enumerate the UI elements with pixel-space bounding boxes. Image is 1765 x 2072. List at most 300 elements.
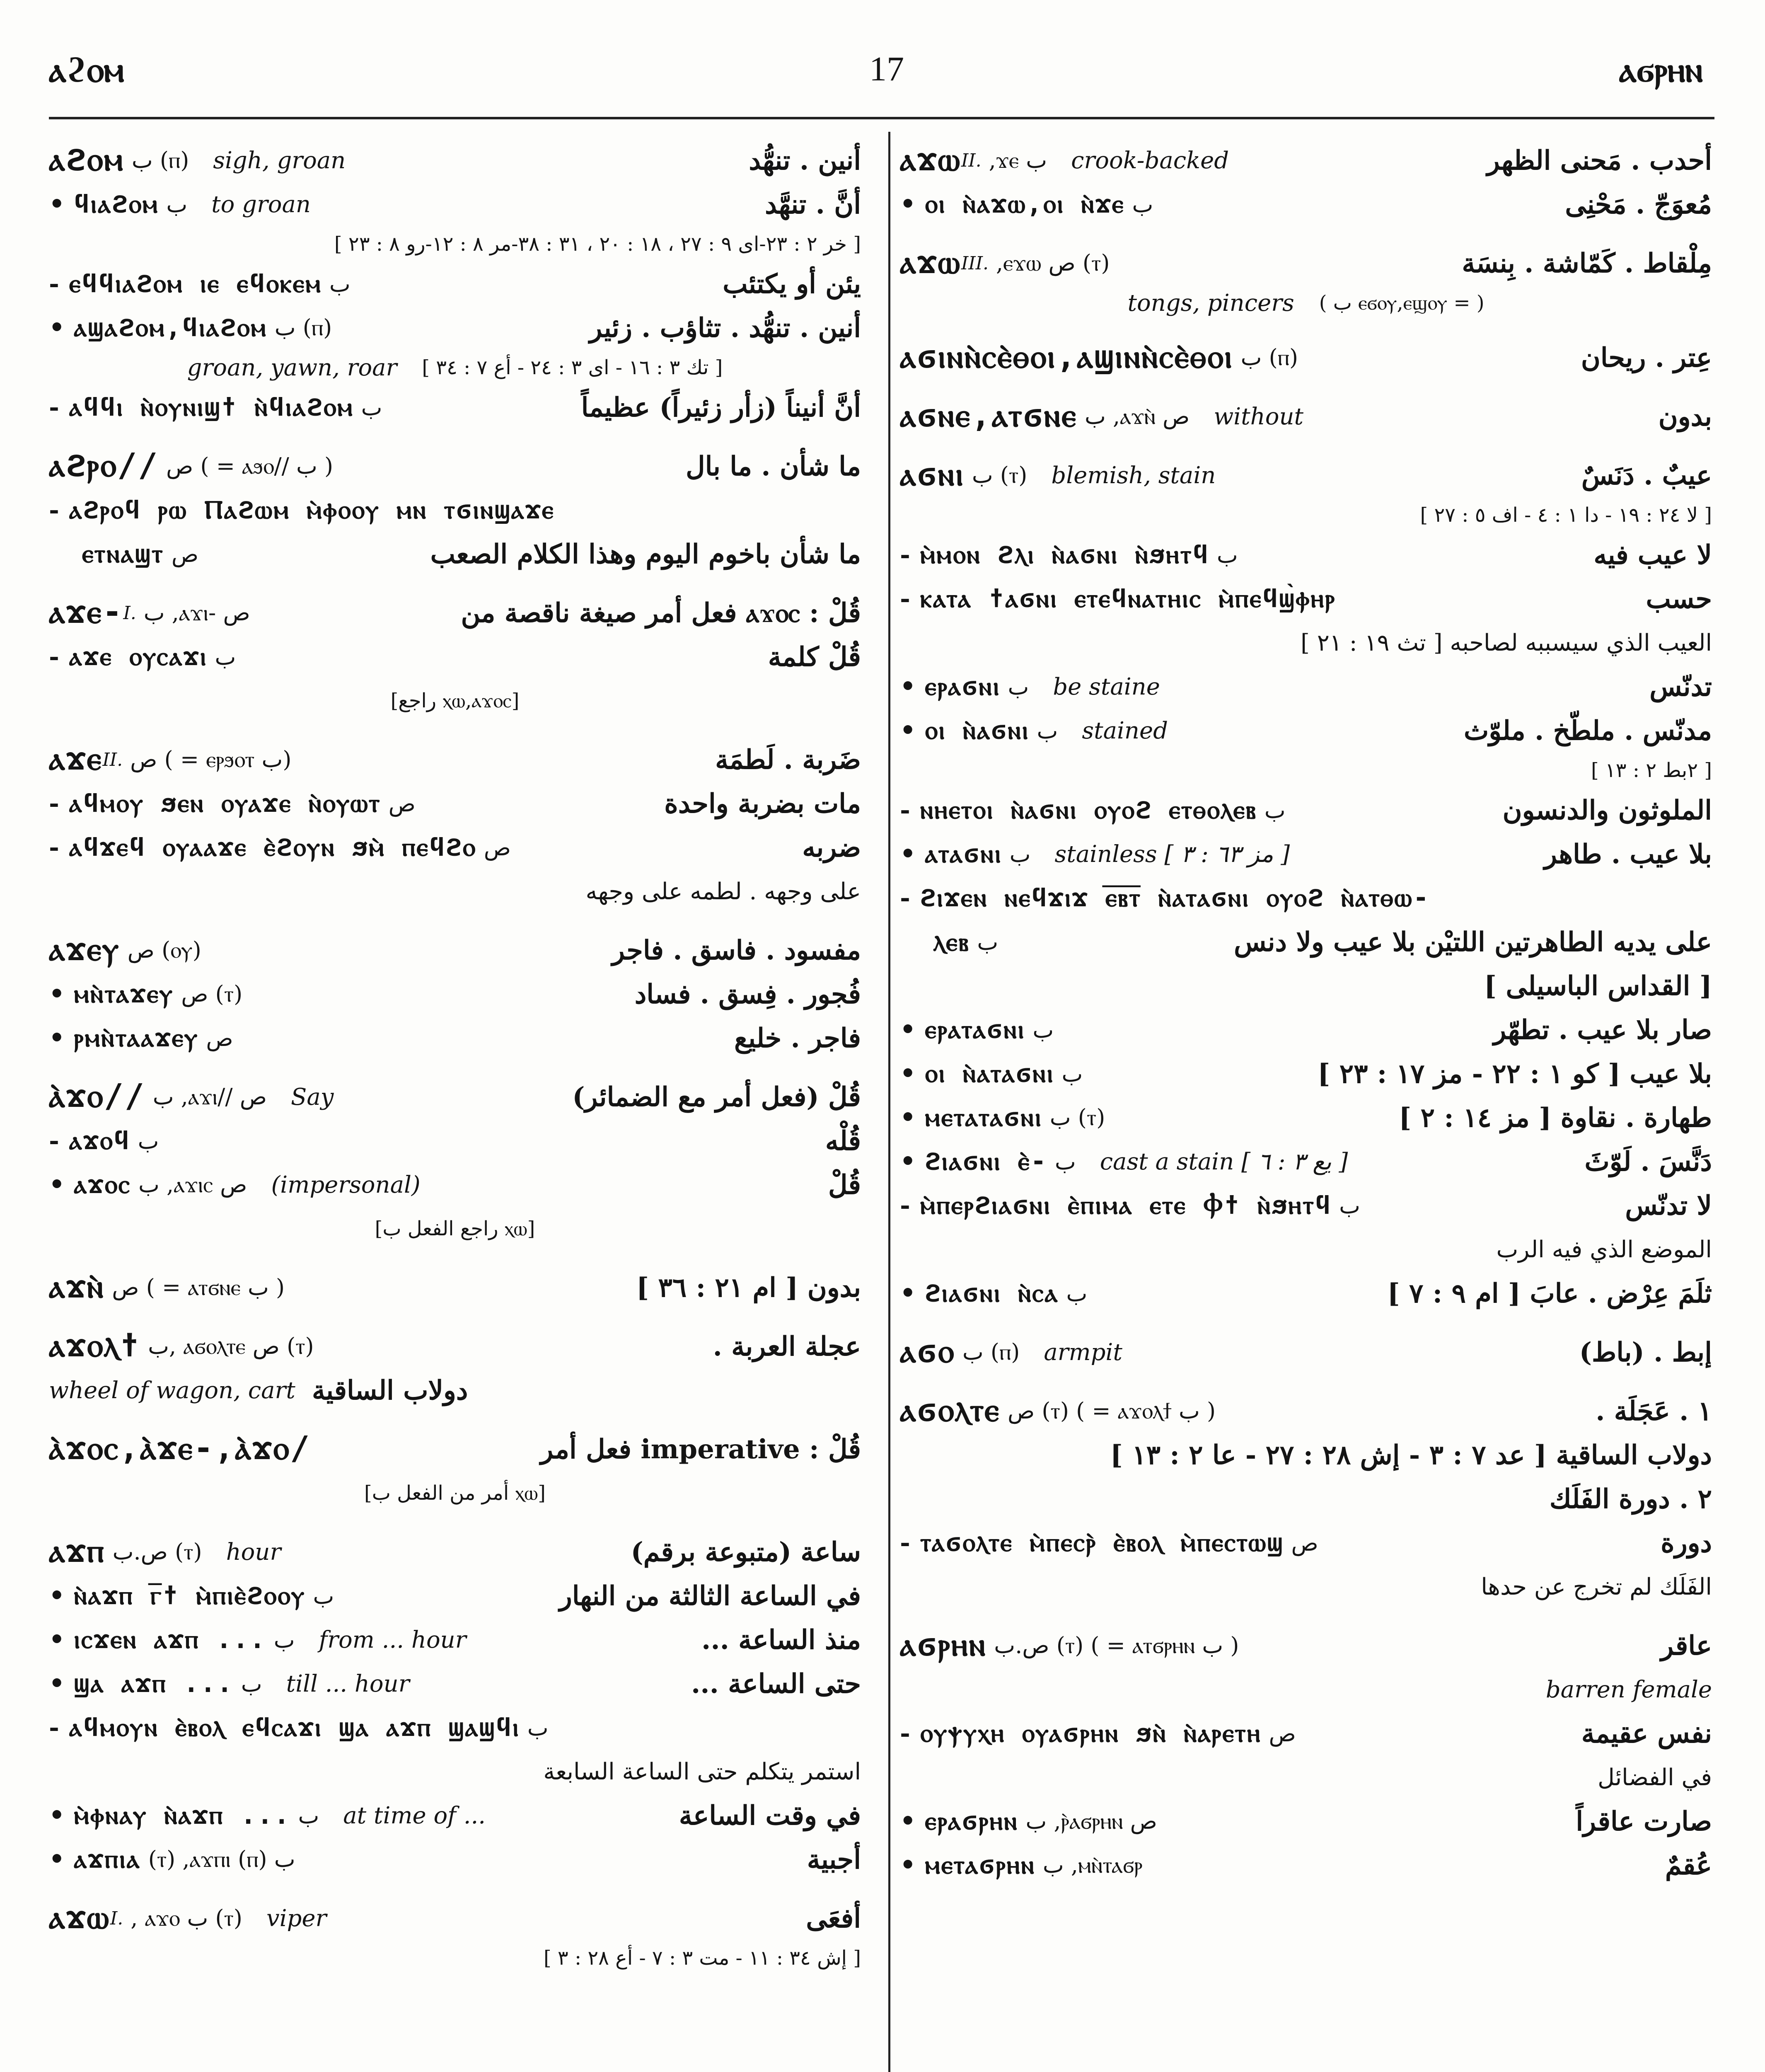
coptic-derivative: ⲁⲧⲁϭⲛⲓ <box>925 838 1002 869</box>
right-line <box>900 1755 1712 1799</box>
coptic-example: ⲁϥⲙⲟⲩ ϧⲉⲛ ⲟⲩⲁϫⲉ ⲛ̀ⲟⲩⲱⲧ <box>69 787 381 818</box>
entry-gap <box>49 429 861 444</box>
left-line <box>49 1794 861 1837</box>
coptic-derivative: ⲛ̀ⲁϫⲡ ⲅ̅ϯ ⲙ̀ⲡⲓⲉ̀ϩⲟⲟⲩ <box>74 1580 306 1610</box>
arabic-gloss: أنين . تنهُّد <box>749 145 861 176</box>
bullet-marker: • <box>49 1669 65 1698</box>
left-line <box>49 869 861 913</box>
arabic-gloss: على يديه الطاهرتين اللتيْن بلا عيب ولا دنس <box>1234 926 1712 958</box>
right-line <box>900 1843 1712 1887</box>
right-line <box>900 1799 1712 1843</box>
right-line <box>900 1008 1712 1052</box>
english-gloss: to groan <box>211 191 311 218</box>
grammar-tag: ب, ⲁϭⲟⲗⲧⲉ ص (ⲧ) <box>148 1333 314 1359</box>
left-line <box>49 1574 861 1618</box>
reference: [ تك ٣ : ١٦ - اى ٣ : ٢٤ - أع ٧ : ٣٤ ] <box>422 356 723 379</box>
entry-gap <box>900 321 1712 336</box>
bullet-marker: • <box>900 1059 916 1088</box>
coptic-derivative: ⲙ̀ⲫⲛⲁⲩ ⲛ̀ⲁϫⲡ ... <box>74 1799 291 1830</box>
left-line <box>49 1163 861 1207</box>
bullet-marker: • <box>900 1015 916 1044</box>
dash-marker: - <box>49 393 59 422</box>
entry-gap <box>49 913 861 928</box>
scripture-reference: [ إش ٣٤ : ١١ - مت ٣ : ٧ - أع ٢٨ : ٣ ] <box>543 1946 861 1970</box>
arabic-continuation: الموضع الذي فيه الرب <box>1496 1236 1712 1263</box>
coptic-derivative: ϩⲓⲁϭⲛⲓ ⲛ̀ⲥⲁ <box>925 1277 1059 1308</box>
grammar-tag: ب <box>1216 542 1238 568</box>
english-gloss: crook-backed <box>1071 147 1229 174</box>
dash-marker: - <box>49 1126 59 1155</box>
arabic-gloss: قُلْ (فعل أمر مع الضمائر) <box>572 1081 861 1113</box>
homograph-number: II. <box>961 150 982 171</box>
bullet-marker: • <box>49 190 65 219</box>
coptic-example: ⲧⲁϭⲟⲗⲧⲉ ⲙ̀ⲡⲉⲥⲣ̀ ⲉ̀ⲃⲟⲗ ⲙ̀ⲡⲉⲥⲧⲱϣ <box>920 1527 1284 1557</box>
grammar-tag: ص.ب (ⲧ) ( = ⲁⲧϭⲣⲏⲛ ب ) <box>994 1632 1239 1658</box>
entry-gap <box>900 226 1712 241</box>
grammar-tag: ب <box>215 644 236 670</box>
right-line <box>900 1624 1712 1668</box>
arabic-gloss: ضربه <box>802 832 861 863</box>
coptic-headword: ⲁϫⲛ̀ <box>49 1268 105 1305</box>
arabic-gloss: عجلة العربة . <box>713 1331 861 1362</box>
coptic-headword: ⲁϩⲣⲟ// <box>49 446 159 484</box>
arabic-gloss: منذ الساعة ... <box>701 1624 861 1656</box>
coptic-derivative: ⲙⲛ̀ⲧⲁϫⲉⲩ <box>74 978 174 1009</box>
left-line <box>49 738 861 782</box>
left-line <box>49 488 861 532</box>
cross-reference: [ⲭⲱ,ⲁϫⲟⲥ راجع] <box>390 689 520 712</box>
dash-marker: - <box>900 584 910 613</box>
arabic-gloss: في الساعة الثالثة من النهار <box>559 1580 861 1612</box>
coptic-derivative: ⲉⲣⲁⲧⲁϭⲛⲓ <box>925 1014 1025 1044</box>
grammar-tag: ص ( = ⲉⲣϧⲟⲧ ب) <box>130 746 292 772</box>
reference: ( = ⲉϭⲟⲩ,ⲉϣⲟⲩ ب ) <box>1319 291 1485 315</box>
right-line <box>900 1521 1712 1565</box>
coptic-derivative: ⲉⲣⲁϭⲣⲏⲛ <box>925 1805 1018 1836</box>
entry-gap <box>49 1251 861 1266</box>
coptic-derivative: ⲣⲙⲛ̀ⲧⲁⲁϫⲉⲩ <box>74 1022 199 1053</box>
cross-reference: [ⲭⲱ راجع الفعل ب] <box>375 1217 535 1240</box>
dash-marker: - <box>900 884 910 913</box>
dash-marker: - <box>49 269 59 298</box>
bullet-marker: • <box>49 1845 65 1874</box>
coptic-headword: ⲁϭⲟ <box>900 1332 955 1370</box>
left-line <box>49 591 861 635</box>
arabic-gloss: قُلْ : ⲁϫⲟⲥ فعل أمر صيغة ناقصة من <box>461 597 861 629</box>
coptic-derivative: ϥⲓⲁϩⲟⲙ <box>74 188 159 219</box>
coptic-example: ⲉϥϥⲓⲁϩⲟⲙ ⲓⲉ ⲉϥⲟⲕⲉⲙ <box>69 268 322 298</box>
arabic-gloss: صارت عاقراً <box>1576 1806 1712 1837</box>
dash-marker: - <box>49 642 59 671</box>
coptic-headword: ⲁ̀ϫⲟ// <box>49 1077 145 1115</box>
coptic-example: ⲛⲏⲉⲧⲟⲓ ⲛ̀ⲁϭⲛⲓ ⲟⲩⲟϩ ⲉⲧⲑⲟⲗⲉⲃ <box>920 794 1257 825</box>
entry-gap <box>900 438 1712 453</box>
scripture-reference: [ لا ٢٤ : ١٩ - دا ١ : ٤ - اف ٥ : ٢٧ ] <box>1420 503 1712 527</box>
coptic-example: ⲁϥϥⲓ ⲛ̀ⲟⲩⲛⲓϣϯ ⲛ̀ϥⲓⲁϩⲟⲙ <box>69 391 354 422</box>
grammar-tag: ب ,ⲁϫⲓⲥ ص <box>138 1172 247 1198</box>
dash-marker: - <box>900 796 910 825</box>
dash-marker: - <box>49 833 59 862</box>
arabic-line: دولاب الساقية [ عد ٧ : ٣ - إش ٢٨ : ٢٧ - عا ٢ : ١٣ ] <box>1110 1439 1712 1471</box>
arabic-gloss: دولاب الساقية <box>312 1375 468 1406</box>
grammar-tag: ب (ⲡ) <box>131 147 189 173</box>
right-line <box>900 876 1712 920</box>
arabic-gloss: قُلْ : imperative فعل أمر <box>540 1433 861 1465</box>
left-line <box>49 1530 861 1574</box>
right-line <box>900 577 1712 621</box>
left-line <box>49 825 861 869</box>
left-line <box>49 1368 861 1412</box>
left-line <box>49 350 861 385</box>
english-gloss: groan, yawn, roar <box>187 354 397 381</box>
english-gloss: tongs, pincers <box>1127 289 1294 317</box>
bullet-marker: • <box>900 840 916 869</box>
left-line <box>49 782 861 825</box>
bullet-marker: • <box>900 1807 916 1836</box>
arabic-gloss: أنَّ . تنهَّد <box>765 189 861 220</box>
right-line <box>900 753 1712 788</box>
entry-gap <box>49 1881 861 1896</box>
right-column <box>900 138 1712 1887</box>
right-line <box>900 1184 1712 1227</box>
left-line <box>49 1266 861 1310</box>
dash-marker: - <box>900 1191 910 1220</box>
left-line <box>49 1662 861 1706</box>
grammar-tag: ص.ب (ⲧ) <box>112 1539 202 1565</box>
arabic-gloss: ١ . عَجَلَة . <box>1596 1395 1712 1427</box>
arabic-gloss: عُقمٌ <box>1665 1849 1712 1881</box>
arabic-gloss: ساعة (متبوعة برقم) <box>631 1536 861 1568</box>
arabic-gloss: الملوثون والدنسون <box>1502 794 1712 826</box>
coptic-example: ⲁϥⲙⲟⲩⲛ ⲉ̀ⲃⲟⲗ ⲉϥⲥⲁϫⲓ ϣⲁ ⲁϫⲡ ϣⲁϣϥⲓ <box>69 1711 520 1742</box>
right-line <box>900 1330 1712 1374</box>
bullet-marker: • <box>49 1801 65 1830</box>
arabic-gloss: أنين . تنهُّد . تثاؤب . زئير <box>589 312 861 344</box>
arabic-gloss: مفسود . فاسق . فاجر <box>612 934 861 966</box>
left-line <box>49 928 861 972</box>
grammar-tag: ب ,ⲁϫⲓ- ص <box>143 600 250 626</box>
right-line <box>900 1433 1712 1477</box>
right-line <box>900 182 1712 226</box>
coptic-derivative: ⲟⲓ ⲛ̀ⲁⲧⲁϭⲛⲓ <box>925 1058 1054 1088</box>
arabic-gloss: فُجور . فِسق . فساد <box>634 978 861 1010</box>
arabic-gloss: إبط . (باط) <box>1579 1336 1712 1368</box>
arabic-gloss: قُلْه <box>825 1125 861 1157</box>
arabic-continuation: العيب الذي سيسببه لصاحبه [ تث ١٩ : ٢١ ] <box>1301 629 1712 656</box>
arabic-gloss: مات بضربة واحدة <box>664 788 861 819</box>
coptic-headword: ⲁϫⲱ <box>900 243 961 281</box>
coptic-derivative: ⲓⲥϫⲉⲛ ⲁϫⲡ ... <box>74 1624 266 1654</box>
grammar-tag: , ⲁϫⲟ ب (ⲧ) <box>131 1905 242 1931</box>
left-line <box>49 138 861 182</box>
arabic-gloss: دَنَّسَ . لَوّثَ <box>1584 1146 1712 1177</box>
grammar-tag: ب <box>166 191 188 218</box>
left-line <box>49 1207 861 1251</box>
arabic-gloss: بلا عيب [ كو ١ : ٢٢ - مز ١٧ : ٢٣ ] <box>1318 1058 1712 1089</box>
arabic-line: [ القداس الباسيلى ] <box>1484 970 1712 1002</box>
grammar-tag: ب ,ⲁϫⲛ̀ ص <box>1084 403 1190 429</box>
arabic-gloss: بدون <box>1658 401 1712 432</box>
entry-gap <box>49 1515 861 1530</box>
right-line <box>900 788 1712 832</box>
left-line <box>49 1427 861 1471</box>
grammar-tag: ب <box>1008 673 1029 700</box>
grammar-tag: ص <box>1269 1720 1296 1747</box>
arabic-gloss: ما شأن باخوم اليوم وهذا الكلام الصعب <box>430 538 861 570</box>
grammar-tag: ص <box>171 541 199 567</box>
left-line <box>49 262 861 306</box>
grammar-tag: ب <box>241 1670 262 1697</box>
left-line <box>49 532 861 576</box>
dash-marker: - <box>49 789 59 818</box>
left-line <box>49 635 861 679</box>
grammar-tag: ب <box>313 1583 334 1609</box>
english-gloss: stained <box>1082 717 1168 744</box>
grammar-tag: ,ⲉϫⲱ ص (ⲧ) <box>996 250 1110 276</box>
entry-gap <box>900 1315 1712 1330</box>
bullet-marker: • <box>900 190 916 219</box>
left-line <box>49 1940 861 1976</box>
coptic-continuation: ⲉⲧⲛⲁϣⲧ <box>82 538 164 569</box>
bullet-marker: • <box>900 1147 916 1176</box>
right-line <box>900 621 1712 665</box>
grammar-tag: ب <box>1264 797 1286 823</box>
coptic-headword: ⲁϫⲉⲩ <box>49 930 120 968</box>
bullet-marker: • <box>49 1024 65 1053</box>
arabic-gloss: فاجر . خليع <box>734 1022 861 1054</box>
grammar-tag: ب <box>527 1714 549 1741</box>
coptic-headword: ⲁϭⲛⲓ <box>900 455 965 493</box>
entry-gap <box>900 380 1712 395</box>
coptic-headword: ⲁϫⲡ <box>49 1532 105 1570</box>
arabic-gloss: عيبٌ . دَنَسٌ <box>1581 460 1712 491</box>
right-line <box>900 665 1712 709</box>
left-line <box>49 1750 861 1794</box>
right-line <box>900 395 1712 438</box>
coptic-example: ⲁϩⲣⲟϥ ⲣⲱ Ⲡⲁϩⲱⲙ ⲙ̀ⲫⲟⲟⲩ ⲙⲛ ⲧϭⲓⲛϣⲁϫⲉ <box>69 494 555 525</box>
entry-gap <box>900 1609 1712 1624</box>
grammar-tag: ب ,ⲣ̀ⲁϭⲣⲏⲛ ص <box>1025 1808 1157 1834</box>
coptic-example: ⲙ̀ⲙⲟⲛ ϩⲗⲓ ⲛ̀ⲁϭⲛⲓ ⲛ̀ϧⲏⲧϥ <box>920 539 1209 569</box>
arabic-gloss: ضَربة . لَطمَة <box>715 744 861 775</box>
coptic-continuation: ⲗⲉⲃ <box>933 927 970 957</box>
left-line <box>49 1075 861 1119</box>
dash-marker: - <box>900 540 910 569</box>
grammar-tag: ص ( = ⲁⲧϭⲛⲉ ب ) <box>112 1274 285 1300</box>
right-line <box>900 285 1712 321</box>
grammar-tag: ب ,ⲙⲛ̀ⲧⲁϭⲣ <box>1042 1852 1143 1878</box>
arabic-gloss: صار بلا عيب . تطهّر <box>1493 1014 1712 1046</box>
arabic-continuation: على وجهه . لطمه على وجهه <box>585 878 861 905</box>
bullet-marker: • <box>900 1279 916 1308</box>
scripture-reference: [ ٢بط ٢ : ١٣ ] <box>1591 759 1712 782</box>
coptic-headword: ⲁϫⲱ <box>900 140 961 178</box>
column-divider <box>888 132 890 2072</box>
grammar-tag: ب <box>1061 1060 1083 1087</box>
right-line <box>900 1227 1712 1271</box>
right-line <box>900 920 1712 964</box>
grammar-tag: ب <box>329 271 351 297</box>
left-line <box>49 1119 861 1163</box>
grammar-tag: ب <box>1009 841 1031 867</box>
english-gloss: cast a stain [ يع ٣ : ٦ ] <box>1100 1148 1348 1175</box>
arabic-gloss: تدنّس <box>1649 671 1712 702</box>
grammar-tag: ص <box>206 1025 233 1051</box>
right-line <box>900 533 1712 577</box>
coptic-derivative: ϩⲓⲁϭⲛⲓ ⲉ̀- <box>925 1145 1047 1176</box>
left-line <box>49 1471 861 1515</box>
coptic-derivative: ⲉⲣⲁϭⲛⲓ <box>925 670 1001 701</box>
coptic-headword: ⲁϩⲟⲙ <box>49 140 124 178</box>
right-line <box>900 1668 1712 1711</box>
coptic-derivative: ⲙⲉⲧⲁⲧⲁϭⲛⲓ <box>925 1101 1042 1132</box>
bullet-marker: • <box>49 1581 65 1610</box>
homograph-number: II. <box>102 749 123 770</box>
grammar-tag: ب (ⲡ) <box>274 315 332 341</box>
grammar-tag: ب ,ⲁϫⲓ// ص <box>152 1084 267 1110</box>
coptic-derivative: ⲟⲓ ⲛ̀ⲁϭⲛⲓ <box>925 714 1030 745</box>
grammar-tag: ب <box>1339 1192 1360 1219</box>
arabic-gloss: لا تدنّس <box>1625 1190 1712 1221</box>
homograph-number: I. <box>110 1907 123 1929</box>
grammar-tag: ب (ⲧ) <box>1049 1104 1105 1130</box>
coptic-example: ϩⲓϫⲉⲛ ⲛⲉϥϫⲓϫ ⲉ̅ⲃ̅ⲧ̅ ⲛ̀ⲁⲧⲁϭⲛⲓ ⲟⲩⲟϩ ⲛ̀ⲁⲧⲑⲱ- <box>920 882 1430 913</box>
left-line <box>49 1324 861 1368</box>
left-line <box>49 679 861 723</box>
coptic-derivative: ⲁϣⲁϩⲟⲙ,ϥⲓⲁϩⲟⲙ <box>74 312 267 342</box>
dash-marker: - <box>900 1719 910 1748</box>
right-line <box>900 1389 1712 1433</box>
arabic-line: ٢ . دورة الفَلَك <box>1549 1483 1712 1515</box>
arabic-gloss: مِلْقاط . كَمّاشة . بِنسَة <box>1462 247 1712 279</box>
right-line <box>900 1477 1712 1521</box>
right-line <box>900 832 1712 876</box>
arabic-gloss: أحدب . مَحنى الظهر <box>1487 145 1712 176</box>
arabic-gloss: بدون [ ام ٢١ : ٣٦ ] <box>636 1272 861 1303</box>
coptic-headword: ⲁ̀ϫⲟⲥ,ⲁ̀ϫⲉ-,ⲁ̀ϫⲟ/ <box>49 1429 311 1467</box>
arabic-continuation: في الفضائل <box>1598 1764 1712 1791</box>
english-gloss: at time of ... <box>343 1802 486 1829</box>
arabic-continuation: استمر يتكلم حتى الساعة السابعة <box>543 1758 861 1785</box>
entry-gap <box>49 1310 861 1324</box>
dash-marker: - <box>49 496 59 525</box>
right-line <box>900 1052 1712 1096</box>
coptic-headword: ⲁϭⲣⲏⲛ <box>900 1626 987 1663</box>
right-line <box>900 336 1712 380</box>
entry-gap <box>49 1060 861 1075</box>
grammar-tag: ب <box>977 929 999 955</box>
arabic-gloss: بلا عيب . طاهر <box>1544 838 1712 870</box>
cross-reference: [ⲭⲱ أمر من الفعل ب] <box>364 1481 546 1505</box>
grammar-tag: ب <box>1037 717 1058 744</box>
right-line <box>900 241 1712 285</box>
grammar-tag: ب <box>298 1802 319 1829</box>
english-gloss: be staine <box>1053 673 1160 700</box>
right-line <box>900 1140 1712 1184</box>
bullet-marker: • <box>49 1625 65 1654</box>
arabic-gloss: نفس عقيمة <box>1581 1718 1712 1749</box>
coptic-example: ⲙ̀ⲡⲉⲣϩⲓⲁϭⲛⲓ ⲉ̀ⲡⲓⲙⲁ ⲉⲧⲉ Ⲫϯ ⲛ̀ϧⲏⲧϥ <box>920 1189 1332 1220</box>
arabic-gloss: مدنّس . ملطّخ . ملوّث <box>1463 715 1712 746</box>
grammar-tag: ص (ⲟⲩ) <box>127 937 201 963</box>
bullet-marker: • <box>900 672 916 701</box>
english-gloss: viper <box>266 1905 327 1932</box>
arabic-gloss: عاقر <box>1661 1630 1712 1661</box>
homograph-number: III. <box>961 252 989 274</box>
coptic-headword: ⲁϫⲱ <box>49 1898 110 1936</box>
arabic-gloss: أنَّ أنيناً (زأر زئيراً) عظيماً <box>581 392 861 423</box>
english-gloss: till ... hour <box>286 1670 410 1697</box>
english-gloss: (impersonal) <box>271 1171 421 1198</box>
english-gloss: wheel of wagon, cart <box>49 1377 295 1404</box>
left-line <box>49 306 861 350</box>
bullet-marker: • <box>49 980 65 1009</box>
right-line <box>900 1711 1712 1755</box>
coptic-derivative: ⲁϫⲡⲓⲁ <box>74 1843 141 1874</box>
right-line <box>900 964 1712 1008</box>
dash-marker: - <box>900 1528 910 1557</box>
grammar-tag: ب <box>138 1128 159 1154</box>
entry-gap <box>900 1374 1712 1389</box>
english-gloss: barren female <box>1545 1676 1712 1703</box>
coptic-headword: ⲁϫⲟⲗϯ <box>49 1326 141 1364</box>
grammar-tag: ب <box>273 1627 295 1653</box>
arabic-gloss: يئن أو يكتئب <box>723 268 861 300</box>
coptic-headword: ⲁϭⲓⲛⲛ̀ⲥⲉ̀ⲑⲟⲓ,ⲁϣⲓⲛⲛ̀ⲥⲉ̀ⲑⲟⲓ <box>900 338 1233 375</box>
grammar-tag: (ⲧ) ,ⲁϫⲡⲓ (ⲡ) ب <box>148 1846 295 1872</box>
arabic-gloss: ما شأن . ما بال <box>686 450 861 482</box>
bullet-marker: • <box>900 1103 916 1132</box>
right-line <box>900 1565 1712 1609</box>
english-gloss: hour <box>226 1538 281 1566</box>
coptic-derivative: ⲁϫⲟⲥ <box>74 1169 131 1199</box>
coptic-derivative: ϣⲁ ⲁϫⲡ ... <box>74 1668 234 1698</box>
english-gloss: without <box>1214 403 1304 430</box>
coptic-derivative: ⲟⲓ ⲛ̀ⲁϫⲱ,ⲟⲓ ⲛ̀ϫⲉ <box>925 188 1125 219</box>
coptic-headword: ⲁϭⲟⲗⲧⲉ <box>900 1391 1000 1429</box>
right-line <box>900 138 1712 182</box>
arabic-gloss: عِتر . ريحان <box>1581 342 1712 373</box>
arabic-gloss: دورة <box>1661 1527 1712 1559</box>
grammar-tag: ص <box>484 834 511 861</box>
left-line <box>49 182 861 226</box>
bullet-marker: • <box>900 1851 916 1880</box>
english-gloss: Say <box>291 1083 334 1111</box>
entry-gap <box>49 723 861 738</box>
right-line <box>900 453 1712 497</box>
dash-marker: - <box>49 1713 59 1742</box>
grammar-tag: ب <box>1132 191 1153 218</box>
english-gloss: blemish, stain <box>1051 462 1216 489</box>
grammar-tag: ب (ⲡ) <box>962 1339 1020 1365</box>
bullet-marker: • <box>49 1170 65 1199</box>
grammar-tag: ص (ⲧ) <box>181 981 243 1007</box>
bullet-marker: • <box>49 313 65 342</box>
left-column <box>49 138 861 1976</box>
entry-gap <box>49 576 861 591</box>
coptic-derivative: ⲙⲉⲧⲁϭⲣⲏⲛ <box>925 1849 1035 1880</box>
arabic-gloss: حتى الساعة ... <box>691 1668 861 1699</box>
right-line <box>900 497 1712 533</box>
arabic-gloss: لا عيب فيه <box>1593 539 1712 571</box>
running-head-right: ⲁϭⲣⲏⲛ <box>1619 49 1703 90</box>
grammar-tag: ص <box>388 790 416 817</box>
grammar-tag: ب <box>361 394 382 421</box>
right-line <box>900 1271 1712 1315</box>
left-line <box>49 1896 861 1940</box>
header-rule <box>49 117 1714 119</box>
left-line <box>49 226 861 262</box>
